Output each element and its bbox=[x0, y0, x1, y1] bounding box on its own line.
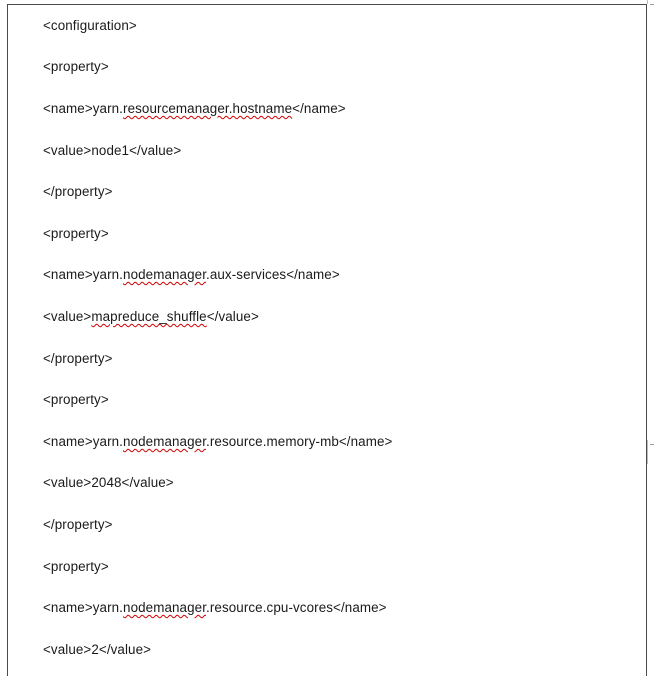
text-segment: <value>node1</value> bbox=[43, 143, 182, 158]
text-line-name-cpu-vcores[interactable] bbox=[43, 599, 387, 617]
text-segment: <name>yarn. bbox=[43, 434, 124, 449]
text-segment: </value> bbox=[206, 309, 259, 324]
text-segment: <value>2</value> bbox=[43, 642, 152, 657]
text-segment: <property> bbox=[43, 226, 109, 241]
text-segment: <value>2048</value> bbox=[43, 475, 174, 490]
text-segment: <value> bbox=[43, 309, 92, 324]
text-line-name-hostname[interactable] bbox=[43, 100, 346, 118]
text-segment: <name>yarn. bbox=[43, 267, 124, 282]
text-segment: </name> bbox=[292, 101, 346, 116]
spellcheck-flagged-word: mapreduce_shuffle bbox=[91, 309, 207, 324]
page-corner-marker bbox=[650, 444, 654, 445]
text-line-property-close[interactable] bbox=[43, 516, 113, 534]
text-line-property-open[interactable] bbox=[43, 391, 109, 409]
spellcheck-flagged-word: nodemanager bbox=[123, 267, 207, 282]
page-edge-marker bbox=[647, 0, 648, 4]
spellcheck-flagged-word: nodemanager bbox=[123, 600, 207, 615]
page-corner-marker bbox=[650, 4, 654, 5]
text-line-name-aux-services[interactable] bbox=[43, 266, 340, 284]
text-line-name-memory-mb[interactable] bbox=[43, 433, 392, 451]
spellcheck-flagged-word: resourcemanager.hostname bbox=[123, 101, 293, 116]
text-segment: </property> bbox=[43, 351, 113, 366]
text-segment: </property> bbox=[43, 517, 113, 532]
page-edge-marker bbox=[647, 440, 648, 464]
text-line-property-close[interactable] bbox=[43, 350, 113, 368]
text-segment: <property> bbox=[43, 392, 109, 407]
text-line-value-mapreduce-shuffle[interactable] bbox=[43, 308, 259, 326]
text-segment: .aux-services</name> bbox=[206, 267, 340, 282]
text-segment: <name>yarn. bbox=[43, 101, 124, 116]
text-line-property-close[interactable] bbox=[43, 183, 113, 201]
text-segment: <configuration> bbox=[43, 18, 137, 33]
text-line-property-open[interactable] bbox=[43, 58, 109, 76]
text-segment: <name>yarn. bbox=[43, 600, 124, 615]
text-line-value-node1[interactable] bbox=[43, 142, 181, 160]
text-line-value-2048[interactable] bbox=[43, 474, 174, 492]
text-line-property-open[interactable] bbox=[43, 225, 109, 243]
text-line-property-open[interactable] bbox=[43, 558, 109, 576]
document-page[interactable] bbox=[7, 4, 647, 676]
spellcheck-flagged-word: nodemanager bbox=[123, 434, 207, 449]
text-line-configuration-open[interactable] bbox=[43, 17, 137, 35]
text-segment: <property> bbox=[43, 59, 109, 74]
text-segment: .resource.memory-mb</name> bbox=[206, 434, 393, 449]
text-segment: </property> bbox=[43, 184, 113, 199]
text-line-value-2[interactable] bbox=[43, 641, 151, 659]
text-segment: <property> bbox=[43, 559, 109, 574]
text-segment: .resource.cpu-vcores</name> bbox=[206, 600, 387, 615]
